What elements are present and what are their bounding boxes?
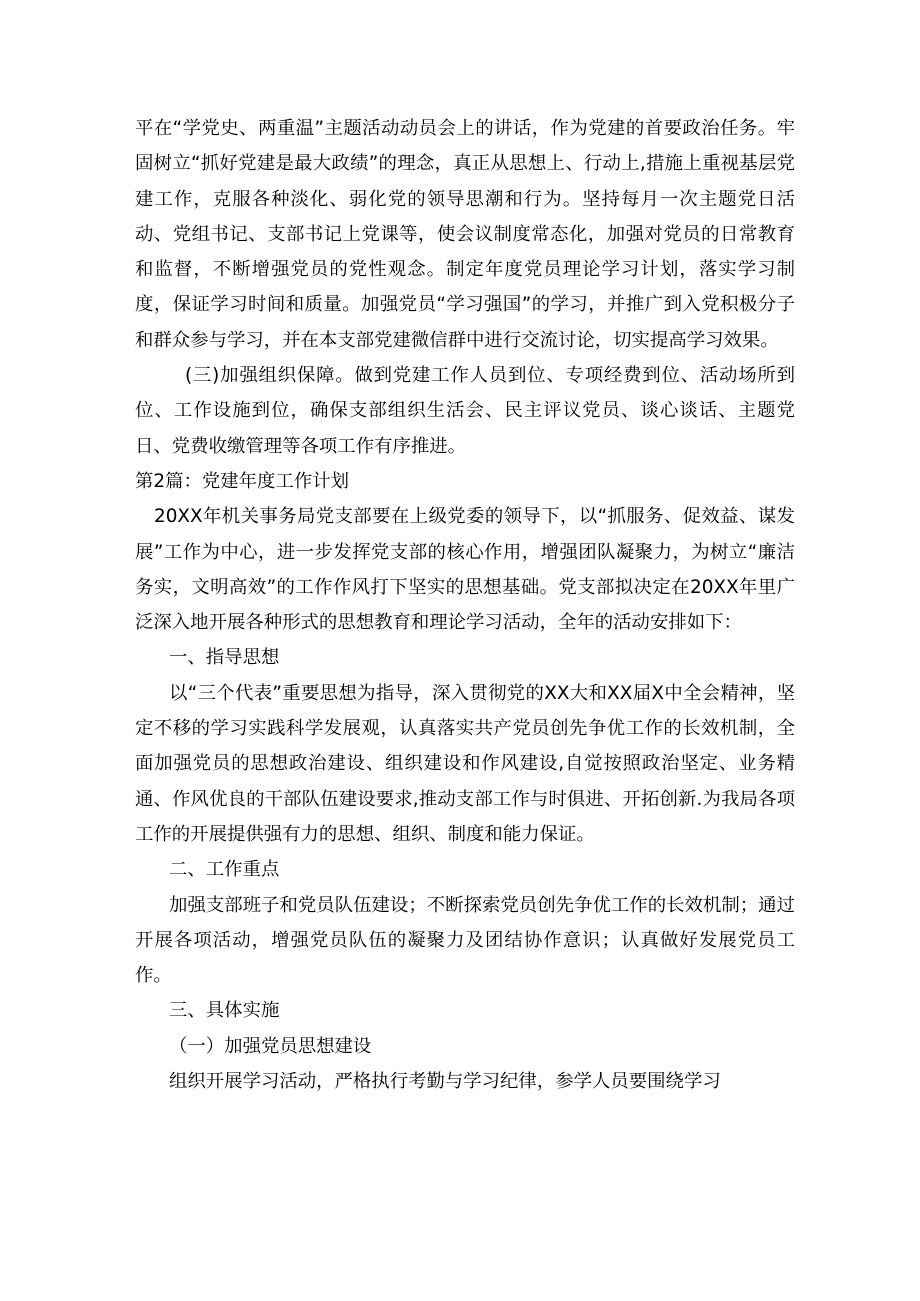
- section-heading-guiding-ideology: 一、指导思想: [169, 647, 280, 669]
- article-title: 第2篇：党建年度工作计划: [135, 470, 349, 492]
- section-heading-implementation: 三、具体实施: [169, 1000, 280, 1022]
- paragraph-organization-guarantee: (三)加强组织保障。做到党建工作人员到位、专项经费到位、活动场所到位、工作设施到位，确保支部组织生活会、民主评议党员、谈心谈话、主题党日、党费收缴管理等各项工作有序推进。: [135, 365, 795, 457]
- section-heading-work-focus: 二、工作重点: [169, 859, 280, 881]
- paragraph-study-activities: 组织开展学习活动，严格执行考勤与学习纪律，参学人员要围绕学习: [169, 1071, 721, 1093]
- subsection-heading-ideology-building: （一）加强党员思想建设: [169, 1035, 372, 1057]
- paragraph-continued: 平在“学党史、两重温”主题活动动员会上的讲话，作为党建的首要政治任务。牢固树立“抓好党建是最大政绩”的理念，真正从思想上、行动上,措施上重视基层党建工作，克服各种淡化、弱化党的领导思潮和行为。坚持每月一次主题党日活动、党组书记、支部书记上党课等，使会议制度常态化，加强对党员的日常教育和监督，不断增强党员的党性观念。制定年度党员理论学习计划，落实学习制度，保证学习时间和质量。加强党员“学习强国”的学习，并推广到入党积极分子和群众参与学习，并在本支部党建微信群中进行交流讨论，切实提高学习效果。: [135, 118, 795, 351]
- paragraph-guiding-ideology: 以“三个代表”重要思想为指导，深入贯彻党的XX大和XX届X中全会精神，坚定不移的学习实践科学发展观，认真落实共产党员创先争优工作的长效机制，全面加强党员的思想政治建设、组织建设和作风建设,自觉按照政治坚定、业务精通、作风优良的干部队伍建设要求,推动支部工作与时俱进、开拓创新.为我局各项工作的开展提供强有力的思想、组织、制度和能力保证。: [135, 682, 795, 845]
- paragraph-work-focus: 加强支部班子和党员队伍建设；不断探索党员创先争优工作的长效机制；通过开展各项活动，增强党员队伍的凝聚力及团结协作意识；认真做好发展党员工作。: [135, 894, 795, 987]
- document-body: [135, 111, 795, 1099]
- paragraph-intro: 20XX年机关事务局党支部要在上级党委的领导下，以“抓服务、促效益、谋发展”工作为中心，进一步发挥党支部的核心作用，增强团队凝聚力，为树立“廉洁务实，文明高效”的工作作风打下坚实的思想基础。党支部拟决定在20XX年里广泛深入地开展各种形式的思想教育和理论学习活动，全年的活动安排如下：: [135, 506, 795, 634]
